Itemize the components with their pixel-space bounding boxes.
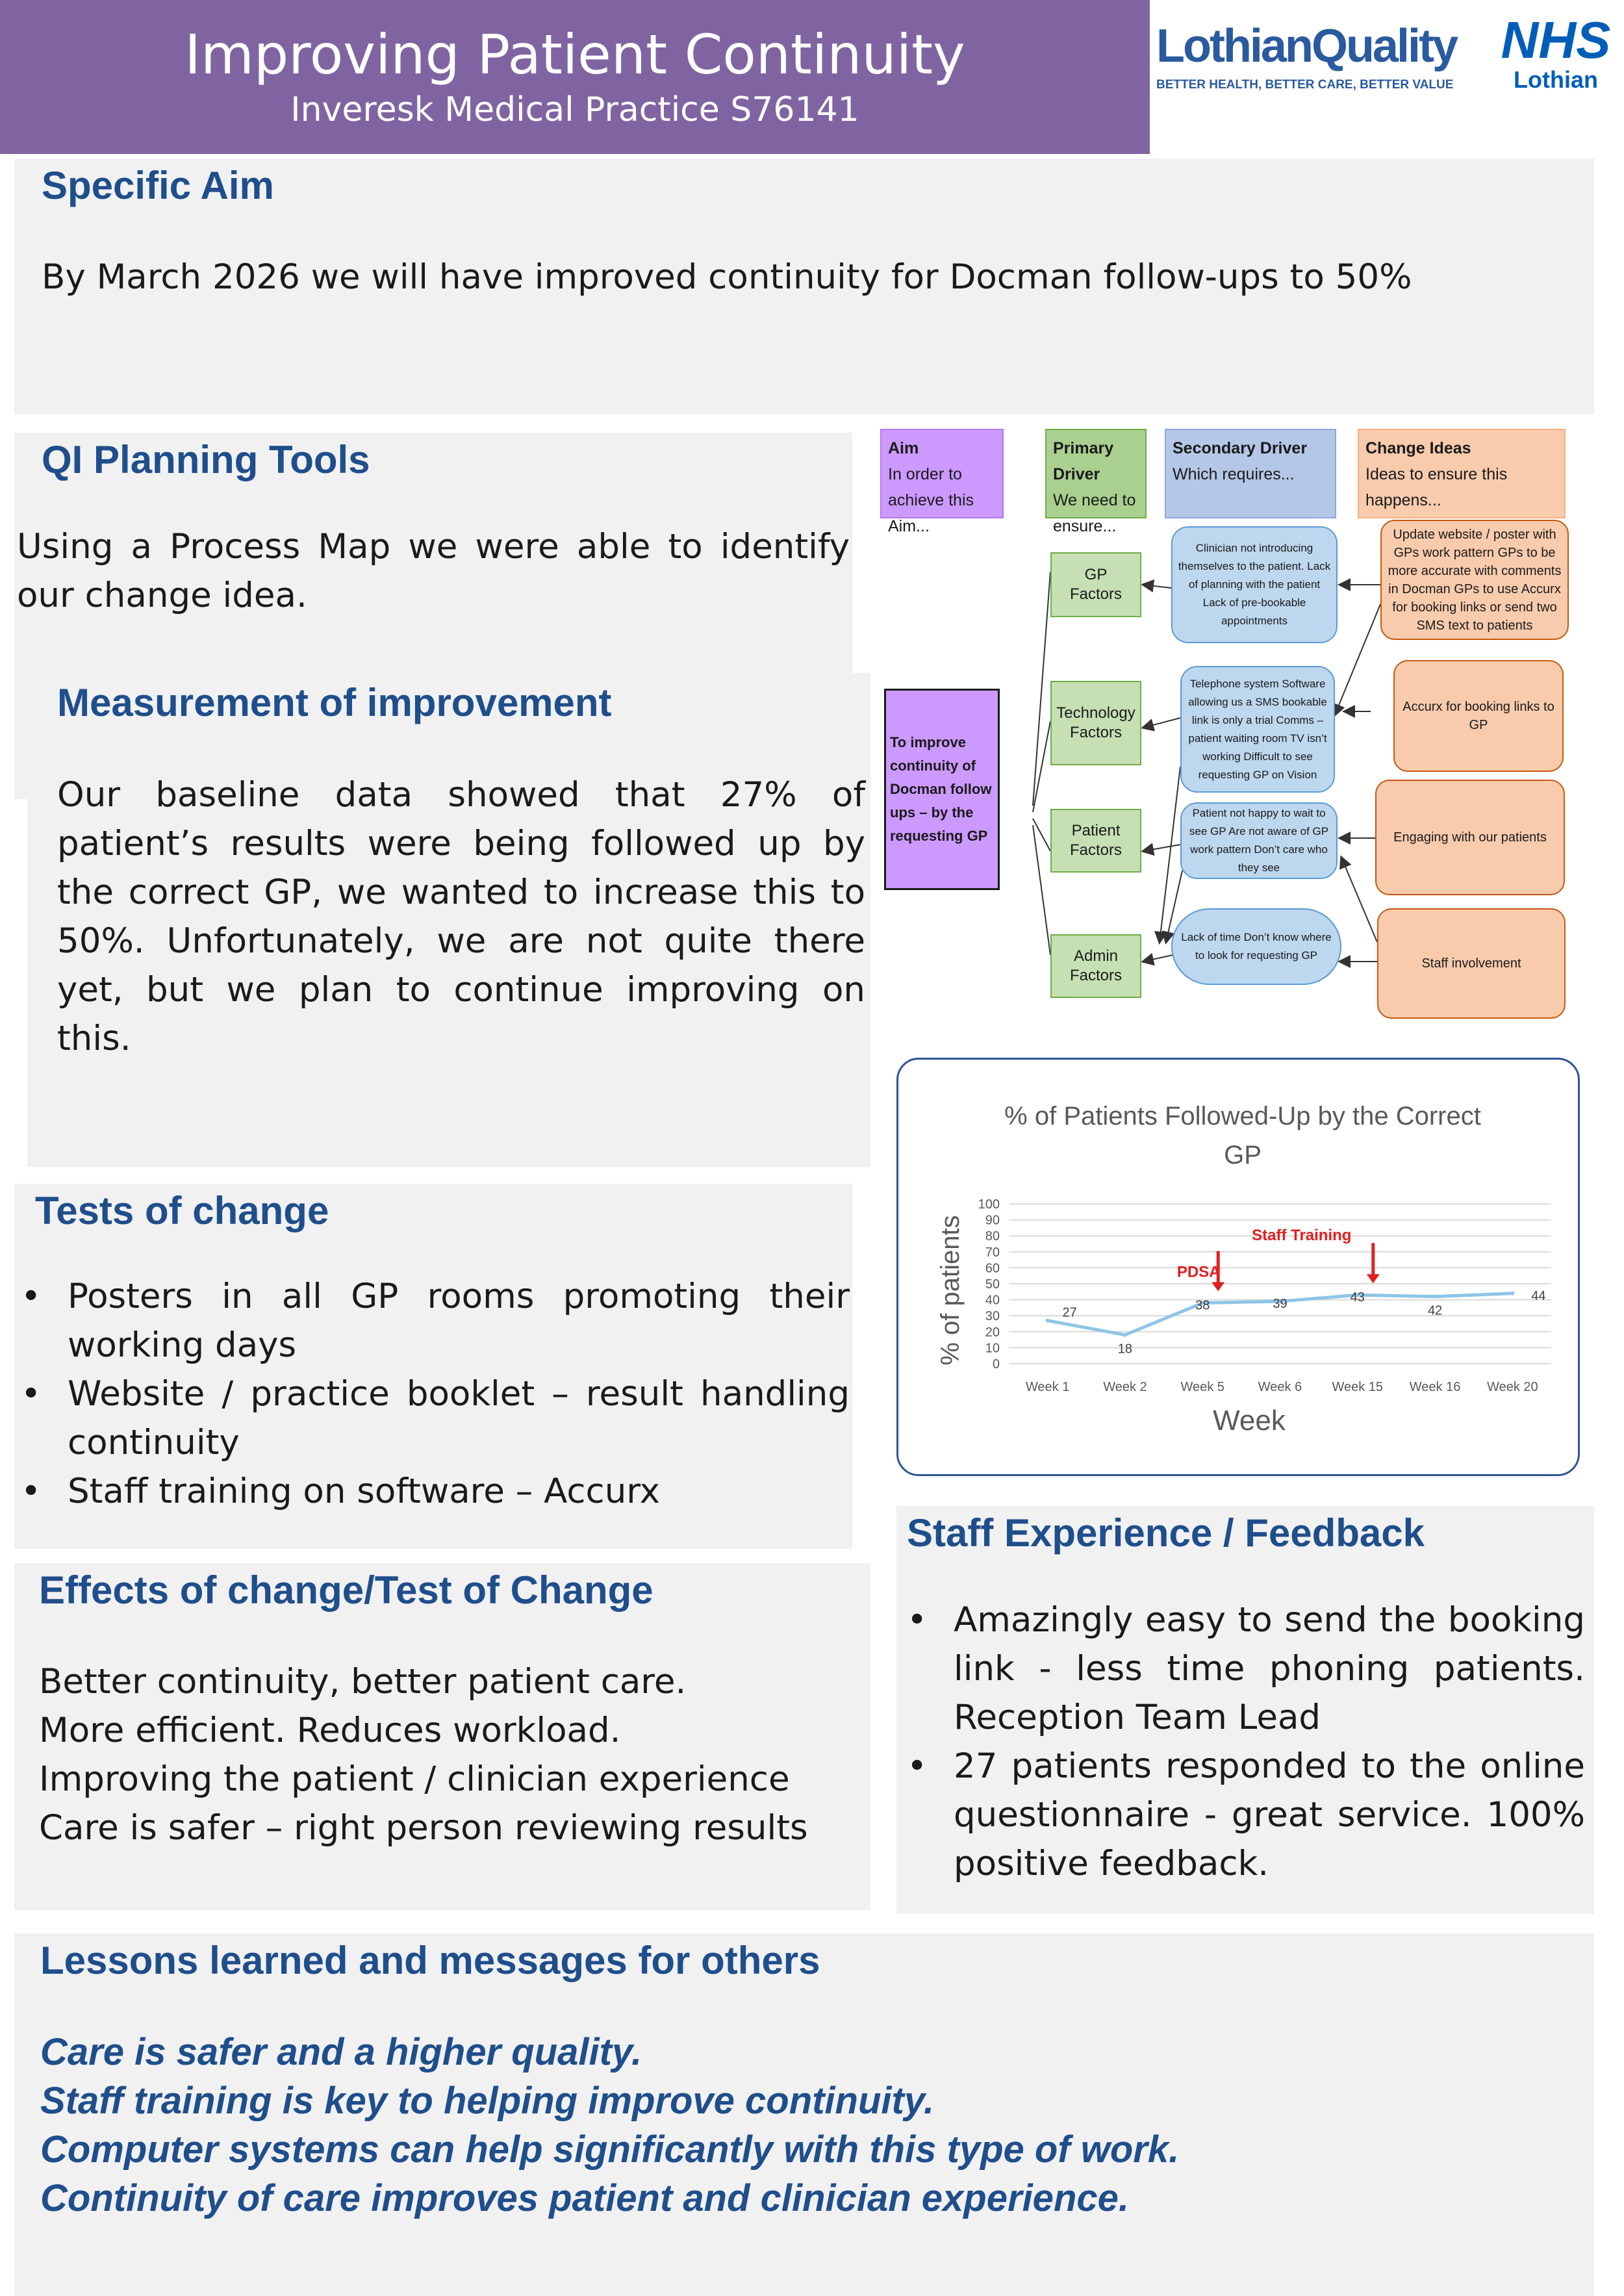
chart-point <box>1433 1295 1437 1299</box>
chart-point <box>1510 1292 1514 1295</box>
chart-xtick-label: Week 20 <box>1487 1380 1538 1394</box>
chart-ytick-label: 90 <box>985 1213 1000 1228</box>
chart-xtick-label: Week 1 <box>1025 1380 1070 1394</box>
effects-panel <box>14 1563 870 1910</box>
chart-data-label: 44 <box>1531 1288 1546 1303</box>
chart-ytick-label: 100 <box>978 1197 1000 1212</box>
dd-arrow-sd2-tech <box>1143 718 1180 728</box>
dd-change-4: Staff involvement <box>1377 908 1566 1019</box>
chart-ytick-label: 60 <box>985 1261 1000 1276</box>
dd-primary-gp: GP Factors <box>1050 552 1141 617</box>
tests-heading: Tests of change <box>35 1189 329 1232</box>
chart-data-label: 27 <box>1062 1305 1077 1320</box>
dd-primary-tech: Technology Factors <box>1050 681 1141 765</box>
dd-aim-box: To improve continuity of Docman follow ups – by the requesting GP <box>884 689 1000 890</box>
chart-xtick-label: Week 16 <box>1409 1380 1461 1394</box>
effects-line: Better continuity, better patient care. <box>39 1662 687 1702</box>
specific-aim-panel <box>14 159 1594 415</box>
dd-change-3: Engaging with our patients <box>1375 780 1565 895</box>
chart-data-label: 38 <box>1195 1298 1210 1313</box>
dd-arrow-sd3-patient <box>1143 845 1180 851</box>
poster-header <box>0 0 1150 154</box>
chart-annotation-label: PDSA <box>1176 1263 1221 1281</box>
chart-annotation-arrow-head <box>1212 1282 1224 1292</box>
staff-item: • 27 patients responded to the online questionnaire - great service. 100% positive feedback. <box>954 1742 1585 1888</box>
poster-subtitle: Inveresk Medical Practice S76141 <box>290 90 859 129</box>
dd-arrow-sd1-gp <box>1143 585 1171 588</box>
staff-panel <box>896 1506 1594 1914</box>
chart-ytick-label: 0 <box>992 1357 1000 1371</box>
effects-heading: Effects of change/Test of Change <box>39 1568 653 1612</box>
chart-ytick-label: 80 <box>985 1229 1000 1244</box>
lessons-line: Staff training is key to helping improve continuity. <box>40 2080 935 2122</box>
dd-change-1: Update website / poster with GPs work pattern GPs to be more accurate with comments in Docman GPs to use Accurx for booking links or send two SMS text to patients <box>1380 520 1569 640</box>
lessons-line: Continuity of care improves patient and clinician experience. <box>40 2177 1129 2219</box>
chart-data-label: 18 <box>1117 1342 1133 1357</box>
chart-title-line-1: % of Patients Followed-Up by the Correct <box>1004 1102 1481 1130</box>
chart-xtick-label: Week 5 <box>1180 1380 1224 1394</box>
chart-ytick-label: 50 <box>985 1277 1000 1292</box>
chart-ytick-label: 70 <box>985 1245 1000 1260</box>
staff-list <box>907 1596 1585 1888</box>
chart-annotation-arrow-head <box>1367 1274 1380 1283</box>
chart-xtick-label: Week 6 <box>1258 1380 1302 1394</box>
planning-heading: QI Planning Tools <box>42 438 370 481</box>
dd-arrow-sd4-admin <box>1143 955 1173 962</box>
measurement-heading: Measurement of improvement <box>57 681 612 724</box>
specific-aim-text: By March 2026 we will have improved continuity for Docman follow-ups to 50% <box>42 257 1412 297</box>
measurement-text: Our baseline data showed that 27% of patient’s results were being followed up by the correct GP, we wanted to increase this to 50%. Unfortunately, we are not quite there yet, but we plan to continue improving on this. <box>57 775 865 1058</box>
measurement-panel <box>27 673 870 1167</box>
effects-line: Care is safer – right person reviewing results <box>39 1808 808 1848</box>
chart-ylabel: % of patients <box>936 1215 965 1366</box>
dd-primary-admin: Admin Factors <box>1050 934 1141 998</box>
dd-header-secondary: Secondary Driver Which requires... <box>1165 429 1336 518</box>
chart-xtick-label: Week 15 <box>1332 1380 1384 1394</box>
chart-xtick-label: Week 2 <box>1103 1380 1147 1394</box>
chart-point <box>1046 1319 1050 1323</box>
dd-line-aim-admin <box>1033 825 1050 955</box>
lessons-heading: Lessons learned and messages for others <box>40 1939 820 1982</box>
dd-header-aim: Aim In order to achieve this Aim... <box>880 429 1004 518</box>
staff-item: • Amazingly easy to send the booking link - less time phoning patients. Reception Team Lead <box>954 1596 1585 1742</box>
specific-aim-heading: Specific Aim <box>42 164 274 207</box>
chart-annotation-label: Staff Training <box>1252 1227 1352 1245</box>
chart-ytick-label: 20 <box>985 1325 1000 1340</box>
dd-secondary-2: Telephone system Software allowing us a SMS bookable link is only a trial Comms – patient waiting room TV isn’t working Difficult to see requesting GP on Vision <box>1180 666 1335 793</box>
chart-data-label: 42 <box>1427 1303 1443 1318</box>
staff-heading: Staff Experience / Feedback <box>907 1511 1425 1555</box>
dd-header-change: Change Ideas Ideas to ensure this happens... <box>1358 429 1566 518</box>
lothian-quality-logo: LothianQuality BETTER HEALTH, BETTER CARE, BETTER VALUE <box>1156 20 1456 92</box>
dd-header-primary: Primary Driver We need to ensure... <box>1045 429 1147 518</box>
lessons-lines <box>40 2028 1594 2223</box>
tests-item: • Website / practice booklet – result handling continuity <box>68 1370 850 1467</box>
dd-arrow-ci1-sd2 <box>1335 604 1380 715</box>
dd-secondary-1: Clinician not introducing themselves to the patient. Lack of planning with the patient Lack of pre-bookable appointments <box>1171 526 1338 643</box>
dd-arrow-ci4-sd3 <box>1341 858 1377 942</box>
effects-line: Improving the patient / clinician experience <box>39 1759 790 1799</box>
chart-ytick-label: 40 <box>985 1293 1000 1308</box>
poster-title: Improving Patient Continuity <box>184 23 965 86</box>
chart-card <box>896 1058 1580 1476</box>
dd-change-2: Accurx for booking links to GP <box>1393 660 1564 772</box>
nhs-lothian-logo: NHS Lothian <box>1501 11 1611 93</box>
dd-line-aim-gp <box>1033 572 1050 806</box>
chart-data-label: 43 <box>1350 1290 1365 1305</box>
chart-data-label: 39 <box>1273 1297 1288 1312</box>
chart-title-line-2: GP <box>1224 1141 1262 1169</box>
lessons-panel <box>14 1933 1594 2296</box>
tests-panel <box>14 1184 852 1549</box>
dd-arrow-sd2-admin <box>1160 767 1180 942</box>
effects-lines <box>39 1657 870 1852</box>
lessons-line: Care is safer and a higher quality. <box>40 2031 642 2073</box>
tests-item: • Posters in all GP rooms promoting their working days <box>68 1272 850 1370</box>
chart-ytick-label: 10 <box>985 1341 1000 1356</box>
planning-text: Using a Process Map we were able to identify our change idea. <box>17 527 850 615</box>
driver-diagram <box>880 429 1575 1027</box>
dd-secondary-4: Lack of time Don’t know where to look for requesting GP <box>1171 908 1341 985</box>
chart-ytick-label: 30 <box>985 1309 1000 1324</box>
effects-line: More efficient. Reduces workload. <box>39 1711 621 1750</box>
dd-secondary-3: Patient not happy to wait to see GP Are not aware of GP work pattern Don’t care who they see <box>1180 802 1338 879</box>
chart-point <box>1123 1333 1127 1337</box>
lessons-line: Computer systems can help significantly with this type of work. <box>40 2128 1180 2171</box>
line-chart <box>898 1060 1578 1474</box>
tests-list <box>14 1272 850 1516</box>
chart-xlabel: Week <box>1213 1405 1286 1436</box>
dd-primary-patient: Patient Factors <box>1050 809 1141 873</box>
tests-item: • Staff training on software – Accurx <box>68 1467 850 1516</box>
